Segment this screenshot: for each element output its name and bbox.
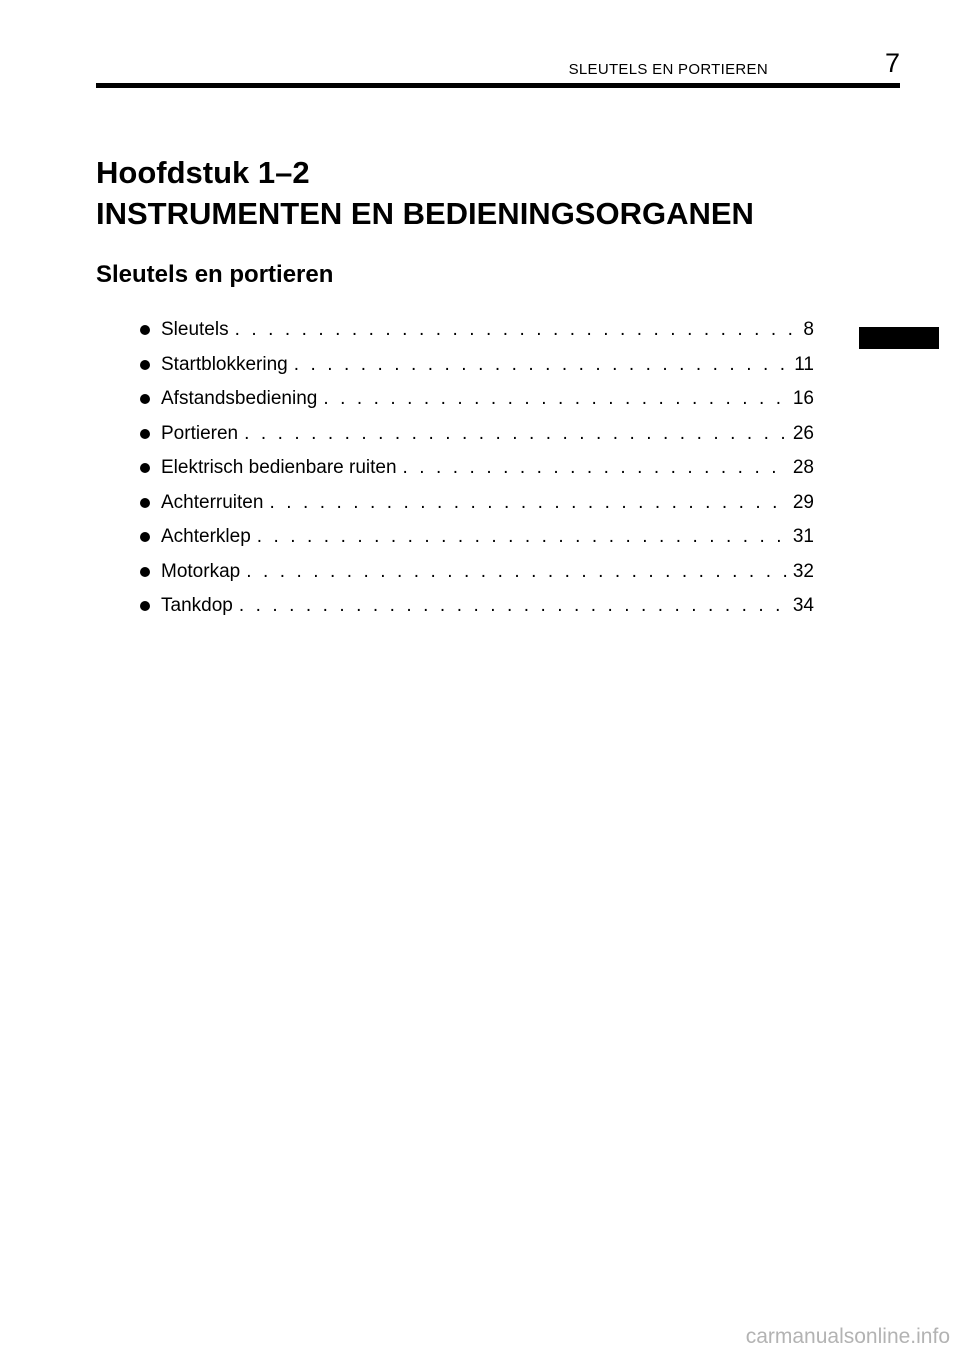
toc-item-afstandsbediening[interactable] (140, 382, 814, 417)
chapter-label: Hoofdstuk 1–2 (96, 155, 310, 190)
bullet-icon (140, 325, 150, 335)
toc-item-sleutels[interactable] (140, 313, 814, 348)
toc-item-tankdop[interactable] (140, 589, 814, 624)
toc-item-page: 26 (792, 422, 814, 444)
bullet-icon (140, 429, 150, 439)
toc-item-label: Elektrisch bedienbare ruiten (161, 457, 397, 479)
toc-item-label: Portieren (161, 422, 239, 444)
toc-item-label: Sleutels (161, 319, 229, 341)
bullet-icon (140, 360, 150, 370)
toc-item-label: Afstandsbediening (161, 388, 318, 410)
toc-item-page: 31 (792, 526, 814, 548)
running-title: SLEUTELS EN PORTIEREN (568, 61, 768, 78)
toc-item-achterruiten[interactable] (140, 486, 814, 521)
running-header (96, 48, 900, 84)
dot-leader (269, 492, 786, 514)
bullet-icon (140, 601, 150, 611)
section-title: Sleutels en portieren (96, 261, 334, 288)
bullet-icon (140, 463, 150, 473)
toc-item-startblokkering[interactable] (140, 348, 814, 383)
header-rule (96, 83, 900, 88)
toc-item-page: 11 (794, 353, 814, 375)
dot-leader (403, 457, 787, 479)
toc-item-label: Tankdop (161, 595, 233, 617)
bullet-icon (140, 532, 150, 542)
dot-leader (294, 354, 789, 376)
dot-leader (244, 423, 787, 445)
toc-item-label: Achterruiten (161, 491, 264, 513)
chapter-thumb-tab (859, 327, 939, 349)
dot-leader (323, 388, 787, 410)
dot-leader (257, 526, 787, 548)
toc-item-elektrisch-bedienbare-ruiten[interactable] (140, 451, 814, 486)
toc-item-achterklep[interactable] (140, 520, 814, 555)
toc-item-page: 8 (803, 319, 814, 341)
toc-item-page: 28 (792, 457, 814, 479)
dot-leader (239, 595, 787, 617)
bullet-icon (140, 567, 150, 577)
toc-item-page: 16 (792, 388, 814, 410)
toc-item-portieren[interactable] (140, 417, 814, 452)
dot-leader (235, 319, 798, 341)
toc-item-page: 34 (792, 595, 814, 617)
bullet-icon (140, 498, 150, 508)
dot-leader (246, 561, 787, 583)
toc-item-motorkap[interactable] (140, 555, 814, 590)
toc-item-page: 32 (792, 560, 814, 582)
toc-item-page: 29 (792, 491, 814, 513)
bullet-icon (140, 394, 150, 404)
table-of-contents (140, 313, 814, 624)
toc-item-label: Achterklep (161, 526, 251, 548)
chapter-title: INSTRUMENTEN EN BEDIENINGSORGANEN (96, 196, 754, 231)
page-number: 7 (884, 48, 900, 78)
toc-item-label: Motorkap (161, 560, 241, 582)
toc-item-label: Startblokkering (161, 353, 288, 375)
watermark: carmanualsonline.info (745, 1325, 950, 1348)
